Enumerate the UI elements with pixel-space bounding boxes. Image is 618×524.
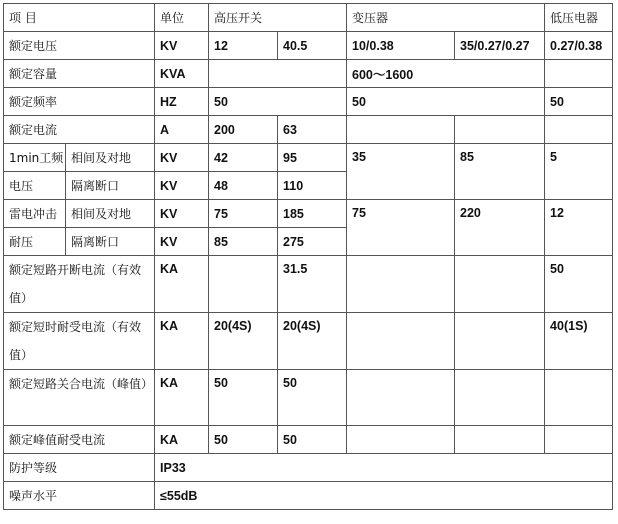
hv-switch-cell: 50 [209,426,278,454]
unit-cell: KV [155,144,209,172]
hv-switch-cell [209,60,347,88]
transformer-cell [347,370,455,426]
row-label: 防护等级 [4,454,155,482]
transformer-cell: 10/0.38 [347,32,455,60]
hv-switch-cell: 31.5 [278,256,347,313]
spec-table [3,3,613,510]
table-row-rated-voltage [4,32,613,60]
hv-switch-cell: 75 [209,200,278,228]
transformer-cell [347,256,455,313]
hv-switch-cell: 110 [278,172,347,200]
unit-cell: KVA [155,60,209,88]
table-row-rated-current [4,116,613,144]
row-label: 额定电压 [4,32,155,60]
row-group-label: 雷电冲击 [4,200,66,228]
lv-appliance-cell: 50 [545,256,613,313]
transformer-cell [455,116,545,144]
hv-switch-cell: 40.5 [278,32,347,60]
row-label: 额定峰值耐受电流 [4,426,155,454]
row-label: 额定频率 [4,88,155,116]
transformer-cell: 220 [455,200,545,256]
unit-cell: KV [155,32,209,60]
hv-switch-cell: 95 [278,144,347,172]
transformer-cell: 600～1600 [347,60,545,88]
hv-switch-cell: 48 [209,172,278,200]
transformer-cell: 85 [455,144,545,200]
hv-switch-cell: 50 [209,88,347,116]
transformer-cell [347,116,455,144]
table-row-short-making-current [4,370,613,426]
row-group-label: 1min工频 [4,144,66,172]
unit-cell: KV [155,172,209,200]
unit-cell: KA [155,370,209,426]
transformer-cell: 50 [347,88,545,116]
unit-cell: KV [155,228,209,256]
lv-appliance-cell: 50 [545,88,613,116]
hv-switch-cell [209,256,278,313]
transformer-cell: 75 [347,200,455,256]
transformer-cell: 35/0.27/0.27 [455,32,545,60]
lv-appliance-cell: 0.27/0.38 [545,32,613,60]
unit-cell: KA [155,426,209,454]
transformer-cell [455,313,545,370]
hv-switch-cell: 63 [278,116,347,144]
unit-cell: KA [155,256,209,313]
transformer-cell [455,256,545,313]
row-label: 额定短路开断电流（有效值） [4,256,155,313]
table-header-row [4,4,613,32]
table-row-lightning-phase [4,200,613,228]
hv-switch-cell: 185 [278,200,347,228]
table-row-power-freq-phase [4,144,613,172]
header-lv-appliance: 低压电器 [545,4,613,32]
row-sublabel: 隔离断口 [66,172,155,200]
lv-appliance-cell [545,60,613,88]
transformer-cell [347,313,455,370]
noise-value: ≤55dB [155,482,613,510]
hv-switch-cell: 42 [209,144,278,172]
row-sublabel: 相间及对地 [66,144,155,172]
hv-switch-cell: 50 [209,370,278,426]
lv-appliance-cell: 12 [545,200,613,256]
lv-appliance-cell [545,116,613,144]
transformer-cell [455,370,545,426]
header-hv-switch: 高压开关 [209,4,347,32]
unit-cell: HZ [155,88,209,116]
row-group-label: 电压 [4,172,66,200]
protection-value: IP33 [155,454,613,482]
hv-switch-cell: 20(4S) [209,313,278,370]
row-label: 额定短时耐受电流（有效值） [4,313,155,370]
hv-switch-cell: 275 [278,228,347,256]
lv-appliance-cell: 40(1S) [545,313,613,370]
table-row-short-time-withstand [4,313,613,370]
unit-cell: A [155,116,209,144]
hv-switch-cell: 50 [278,426,347,454]
lv-appliance-cell [545,370,613,426]
transformer-cell [455,426,545,454]
table-row-short-break-current [4,256,613,313]
transformer-cell: 35 [347,144,455,200]
hv-switch-cell: 200 [209,116,278,144]
table-row-rated-frequency [4,88,613,116]
hv-switch-cell: 20(4S) [278,313,347,370]
header-transformer: 变压器 [347,4,545,32]
lv-appliance-cell [545,426,613,454]
row-sublabel: 相间及对地 [66,200,155,228]
transformer-cell [347,426,455,454]
header-item: 项 目 [4,4,155,32]
row-label: 额定短路关合电流（峰值） [4,370,155,426]
hv-switch-cell: 85 [209,228,278,256]
table-row-peak-withstand [4,426,613,454]
row-label: 额定容量 [4,60,155,88]
row-group-label: 耐压 [4,228,66,256]
hv-switch-cell: 50 [278,370,347,426]
row-sublabel: 隔离断口 [66,228,155,256]
header-unit: 单位 [155,4,209,32]
table-row-protection [4,454,613,482]
row-label: 噪声水平 [4,482,155,510]
hv-switch-cell: 12 [209,32,278,60]
lv-appliance-cell: 5 [545,144,613,200]
unit-cell: KA [155,313,209,370]
row-label: 额定电流 [4,116,155,144]
table-row-rated-capacity [4,60,613,88]
unit-cell: KV [155,200,209,228]
table-row-noise [4,482,613,510]
